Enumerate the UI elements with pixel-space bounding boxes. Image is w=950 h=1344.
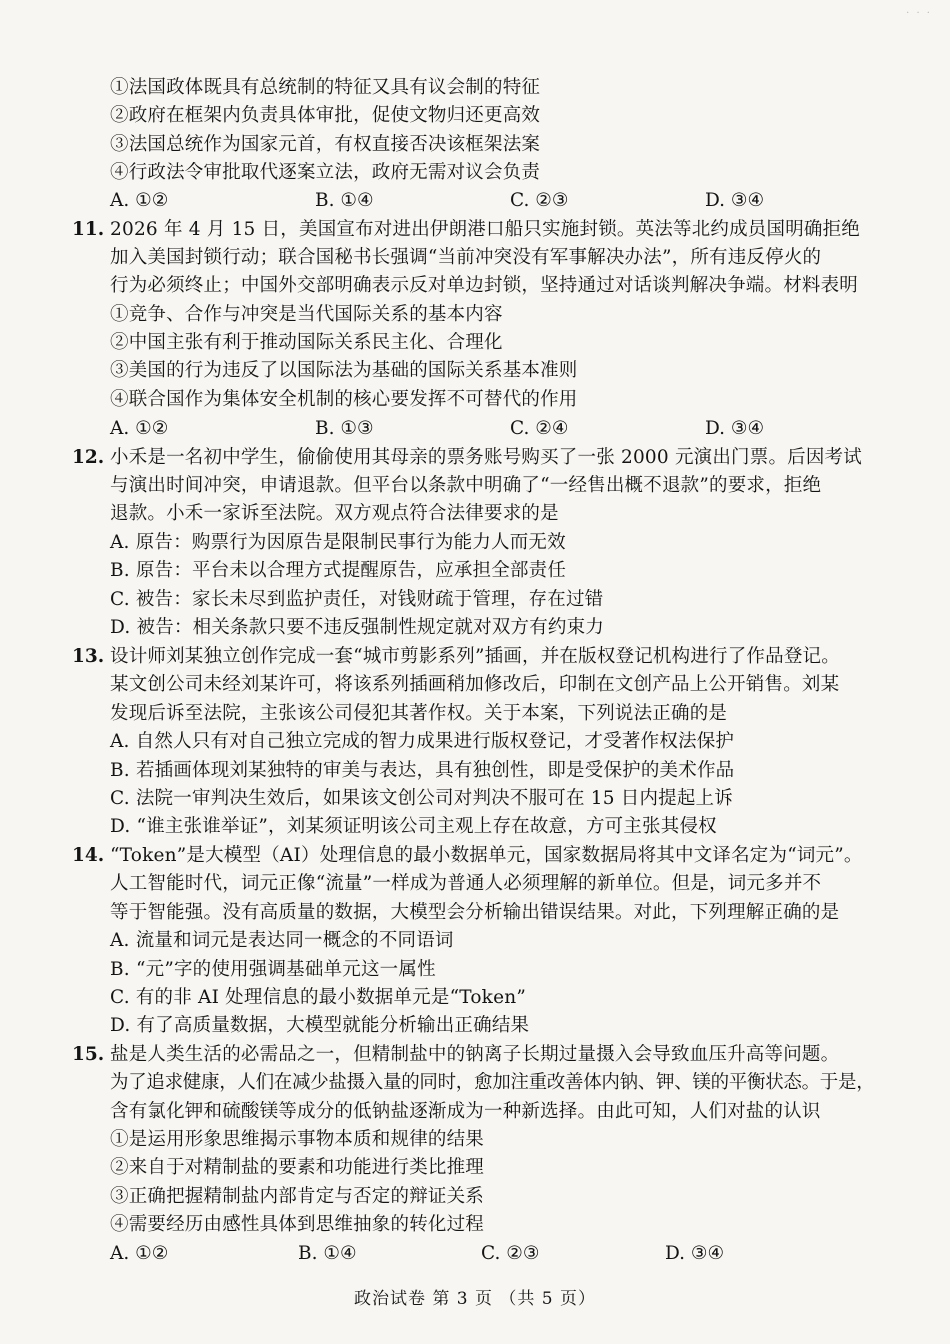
q11-item-2: ②中国主张有利于推动国际关系民主化、合理化 <box>110 332 503 353</box>
q11-stem-2: 加入美国封锁行动；联合国秘书长强调“当前冲突没有军事解决办法”，所有违反停火的 <box>110 247 822 268</box>
q12-choice-a: A. 原告：购票行为因原告是限制民事行为能力人而无效 <box>110 532 566 553</box>
q15-item-3: ③正确把握精制盐内部肯定与否定的辩证关系 <box>110 1186 485 1207</box>
q10-item-3: ③法国总统作为国家元首，有权直接否决该框架法案 <box>110 134 541 155</box>
q14-stem-1: “Token”是大模型（AI）处理信息的最小数据单元，国家数据局将其中文译名定为“词元”。 <box>110 845 863 866</box>
q11-item-3: ③美国的行为违反了以国际法为基础的国际关系基本准则 <box>110 360 578 381</box>
q10-item-1: ①法国政体既具有总统制的特征又具有议会制的特征 <box>110 77 541 98</box>
q10-option-b: B. ①④ <box>315 190 374 211</box>
q15-option-b: B. ①④ <box>298 1243 357 1264</box>
q13-choice-a: A. 自然人只有对自己独立完成的智力成果进行版权登记，才受著作权法保护 <box>110 731 735 752</box>
q10-item-2: ②政府在框架内负责具体审批，促使文物归还更高效 <box>110 105 541 126</box>
q15-item-1: ①是运用形象思维揭示事物本质和规律的结果 <box>110 1129 485 1150</box>
q14-choice-c: C. 有的非 AI 处理信息的最小数据单元是“Token” <box>110 987 527 1008</box>
q11-number: 11. <box>72 219 105 240</box>
q11-stem-3: 行为必须终止；中国外交部明确表示反对单边封锁，坚持通过对话谈判解决争端。材料表明 <box>110 275 859 296</box>
q15-item-4: ④需要经历由感性具体到思维抽象的转化过程 <box>110 1214 485 1235</box>
q15-option-d: D. ③④ <box>665 1243 725 1264</box>
q12-stem-1: 小禾是一名初中学生，偷偷使用其母亲的票务账号购买了一张 2000 元演出门票。后因考试 <box>110 447 862 468</box>
q13-choice-d: D. “谁主张谁举证”，刘某须证明该公司主观上存在故意，方可主张其侵权 <box>110 816 717 837</box>
q13-stem-1: 设计师刘某独立创作完成一套“城市剪影系列”插画，并在版权登记机构进行了作品登记。 <box>110 646 840 667</box>
q15-stem-3: 含有氯化钾和硫酸镁等成分的低钠盐逐渐成为一种新选择。由此可知，人们对盐的认识 <box>110 1101 821 1122</box>
q14-choice-b: B. “元”字的使用强调基础单元这一属性 <box>110 959 436 980</box>
q12-choice-c: C. 被告：家长未尽到监护责任，对钱财疏于管理，存在过错 <box>110 589 604 610</box>
q12-number: 12. <box>72 447 105 468</box>
q12-choice-b: B. 原告：平台未以合理方式提醒原告，应承担全部责任 <box>110 560 567 581</box>
q10-option-a: A. ①② <box>110 190 169 211</box>
scan-artifact: · · · <box>906 8 932 19</box>
q15-stem-2: 为了追求健康，人们在减少盐摄入量的同时，愈加注重改善体内钠、钾、镁的平衡状态。于是， <box>110 1072 875 1093</box>
q15-number: 15. <box>72 1044 105 1065</box>
q14-stem-3: 等于智能强。没有高质量的数据，大模型会分析输出错误结果。对此，下列理解正确的是 <box>110 902 840 923</box>
q12-choice-d: D. 被告：相关条款只要不违反强制性规定就对双方有约束力 <box>110 617 605 638</box>
q13-number: 13. <box>72 646 105 667</box>
q15-item-2: ②来自于对精制盐的要素和功能进行类比推理 <box>110 1157 485 1178</box>
q14-choice-d: D. 有了高质量数据，大模型就能分析输出正确结果 <box>110 1015 530 1036</box>
q13-stem-2: 某文创公司未经刘某许可，将该系列插画稍加修改后，印制在文创产品上公开销售。刘某 <box>110 674 840 695</box>
q14-choice-a: A. 流量和词元是表达同一概念的不同语词 <box>110 930 454 951</box>
q12-stem-2: 与演出时间冲突，申请退款。但平台以条款中明确了“一经售出概不退款”的要求，拒绝 <box>110 475 822 496</box>
page-footer: 政治试卷 第 3 页 （共 5 页） <box>353 1289 597 1309</box>
q15-stem-1: 盐是人类生活的必需品之一，但精制盐中的钠离子长期过量摄入会导致血压升高等问题。 <box>110 1044 840 1065</box>
q15-option-a: A. ①② <box>110 1243 169 1264</box>
q10-option-d: D. ③④ <box>705 190 765 211</box>
q13-stem-3: 发现后诉至法院，主张该公司侵犯其著作权。关于本案，下列说法正确的是 <box>110 703 728 724</box>
q11-item-1: ①竞争、合作与冲突是当代国际关系的基本内容 <box>110 304 503 325</box>
q10-option-c: C. ②③ <box>510 190 569 211</box>
q11-option-d: D. ③④ <box>705 418 765 439</box>
q13-choice-c: C. 法院一审判决生效后，如果该文创公司对判决不服可在 15 日内提起上诉 <box>110 788 733 809</box>
q11-option-c: C. ②④ <box>510 418 569 439</box>
q15-option-c: C. ②③ <box>481 1243 540 1264</box>
q14-stem-2: 人工智能时代，词元正像“流量”一样成为普通人必须理解的新单位。但是，词元多并不 <box>110 873 822 894</box>
q13-choice-b: B. 若插画体现刘某独特的审美与表达，具有独创性，即是受保护的美术作品 <box>110 760 735 781</box>
q11-option-a: A. ①② <box>110 418 169 439</box>
q12-stem-3: 退款。小禾一家诉至法院。双方观点符合法律要求的是 <box>110 503 559 524</box>
q11-item-4: ④联合国作为集体安全机制的核心要发挥不可替代的作用 <box>110 389 578 410</box>
q11-option-b: B. ①③ <box>315 418 374 439</box>
q11-stem-1: 2026 年 4 月 15 日，美国宣布对进出伊朗港口船只实施封锁。英法等北约成员国明确拒绝 <box>110 219 860 240</box>
q10-item-4: ④行政法令审批取代逐案立法，政府无需对议会负责 <box>110 162 541 183</box>
q14-number: 14. <box>72 845 105 866</box>
